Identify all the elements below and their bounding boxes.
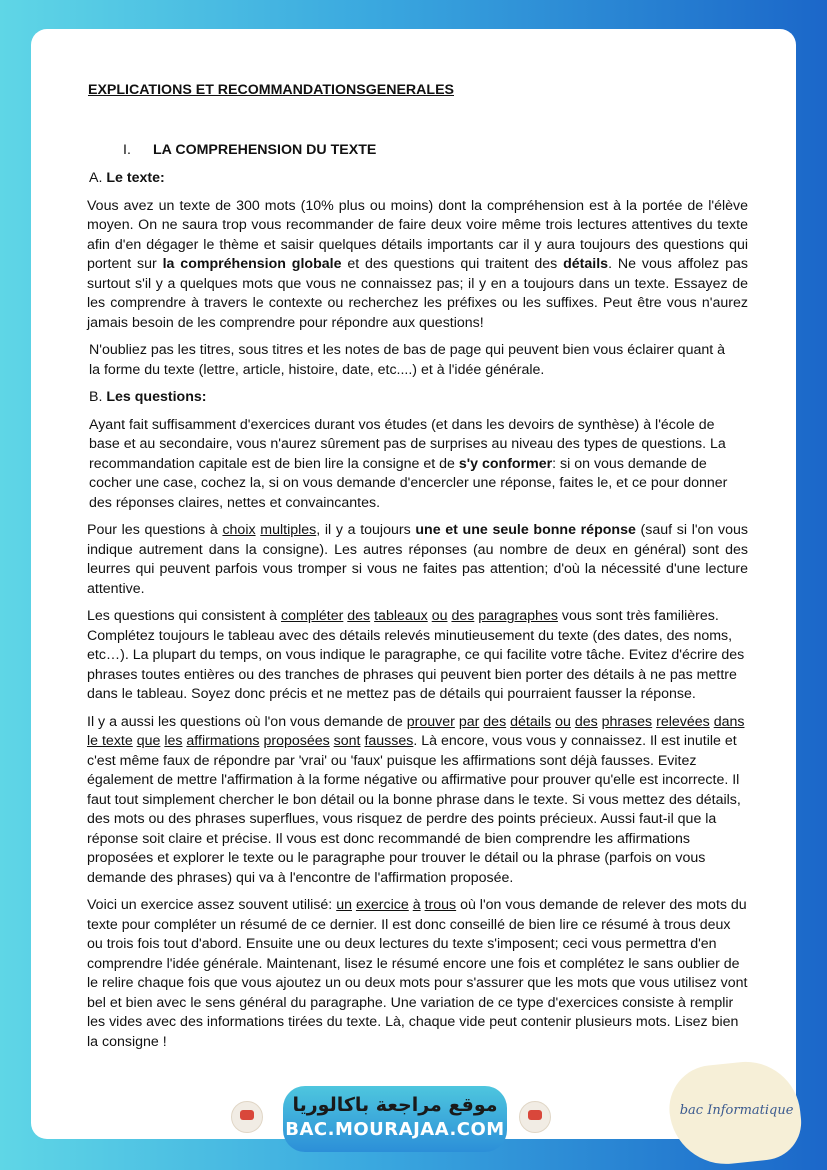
subsection-title: Les questions: [106, 389, 207, 405]
paragraph-text-intro: Vous avez un texte de 300 mots (10% plus ou moins) dont la compréhension est à la portée de l'élève moyen. On ne saura trop vous recommander de faire deux voire même trois lectures attentives du texte afin d'en dégager le thème et saisir quelques détails importants car il y aura toujours des questions qui portent sur la compréhension globale et des questions qui traitent des détails. Ne vous affolez pas surtout s'il y a quelques mots que vous ne connaissez pas; il y en a toujours dans un texte. Essayez de les comprendre à travers le contexte ou recherchez les préfixes ou les suffixes. Peut être vous n'aurez jamais besoin de les comprendre pour répondre aux questions! [87, 197, 748, 331]
paragraph-gap-fill: Voici un exercice assez souvent utilisé: un exercice à trous où l'on vous demande de relever des mots du texte pour compléter un résumé de ce dernier. Il est donc conseillé de bien lire ce résumé à trous deux ou trois fois tout d'abord. Ensuite une ou deux lectures du texte s'imposent; ceci vous permettra d'en comprendre l'idée générale. Maintenant, lisez le résumé encore une fois et complétez le sans oublier de le relire chaque fois que vous ajoutez un ou deux mots pour s'assurer que les mots que vous utilisez vont bel et bien avec le sens général du paragraphe. Une variation de ce type d'exercices consiste à remplir les vides avec des informations tirées du texte. Là, chaque vide peut contenir plusieurs mots. Lisez bien la consigne ! [87, 897, 748, 1050]
badge-text: bac Informatique [679, 1102, 794, 1118]
paragraph-titles-note: N'oubliez pas les titres, sous titres et les notes de bas de page qui peuvent bien vous éclairer quant à la forme du texte (lettre, article, histoire, date, etc....) et à l'idée générale. [89, 342, 726, 378]
site-logo-icon [519, 1101, 551, 1133]
section-title-text: LA COMPREHENSION DU TEXTE [153, 141, 377, 158]
paragraph-questions-intro: Ayant fait suffisamment d'exercices durant vos études (et dans les devoirs de synthèse) à l'école de base et au secondaire, vous n'aurez sûrement pas de surprises au niveau des types de questions. La recommandation capitale est de bien lire la consigne et de s'y conformer: si on vous demande de cocher une case, cochez la, si on vous demande d'encercler une réponse, faites le, et ce pour donner des réponses claires, nettes et convaincantes. [89, 416, 728, 511]
footer-banner[interactable] [283, 1086, 507, 1152]
paragraph-multiple-choice: Pour les questions à choix multiples, il y a toujours une et une seule bonne réponse (sauf si l'on vous indique autrement dans la consigne). Les autres réponses (au nombre de deux en général) sont des leurres qui peuvent parfois vous tromper si vous ne faites pas attention; d'où la nécessité d'une lecture attentive. [87, 522, 748, 597]
document-page [31, 29, 796, 1139]
document-content [87, 81, 748, 1060]
subsection-letter: B. [89, 389, 103, 405]
page-heading: EXPLICATIONS ET RECOMMANDATIONSGENERALES [88, 82, 454, 98]
footer-url[interactable]: BAC.MOURAJAA.COM [285, 1119, 505, 1140]
section-title [123, 141, 748, 161]
footer-arabic-title: موقع مراجعة باكالوريا [292, 1094, 498, 1116]
paragraph-tables: Les questions qui consistent à compléter des tableaux ou des paragraphes vous sont très familières. Complétez toujours le tableau avec des détails relevés minutieusement du texte (des dates, des noms, etc…). La plupart du temps, on vous indique le paragraphe, ce qui facilite votre tâche. Evitez d'écrire des phrases toutes entières ou des tranches de phrases qui peuvent bien porter des détails à ne pas mettre dans le tableau. Soyez donc précis et ne mettez pas de détails qui pourraient fausser la réponse. [87, 608, 745, 702]
subsection-b-title [89, 388, 748, 408]
paragraph-prove: Il y a aussi les questions où l'on vous demande de prouver par des détails ou des phrases relevées dans le texte que les affirmations proposées sont fausses. Là encore, vous vous y connaissez. Il est inutile et c'est même faux de répondre par 'vrai' ou 'faux' puisque les affirmations sont déjà fausses. Evitez également de mettre l'affirmation à la forme négative ou affirmative pour prouver qu'elle est incorrecte. Il faut tout simplement chercher le bon détail ou la bonne phrase dans le texte. Si vous mettez des détails, des mots ou des phrases superflues, vous risquez de perdre des points précieux. Aussi faut-il que la réponse soit claire et précise. Il vous est donc recommandé de bien comprendre les affirmations proposées et explorer le texte ou le paragraphe pour trouver le détail ou la phrase (parfois on vous demande des phrases) qui va à l'encontre de l'affirmation proposée. [87, 713, 745, 886]
subsection-a-title [89, 169, 748, 189]
subsection-letter: A. [89, 170, 103, 186]
subsection-title: Le texte: [106, 170, 165, 186]
site-logo-icon [231, 1101, 263, 1133]
section-number: I. [123, 141, 131, 158]
